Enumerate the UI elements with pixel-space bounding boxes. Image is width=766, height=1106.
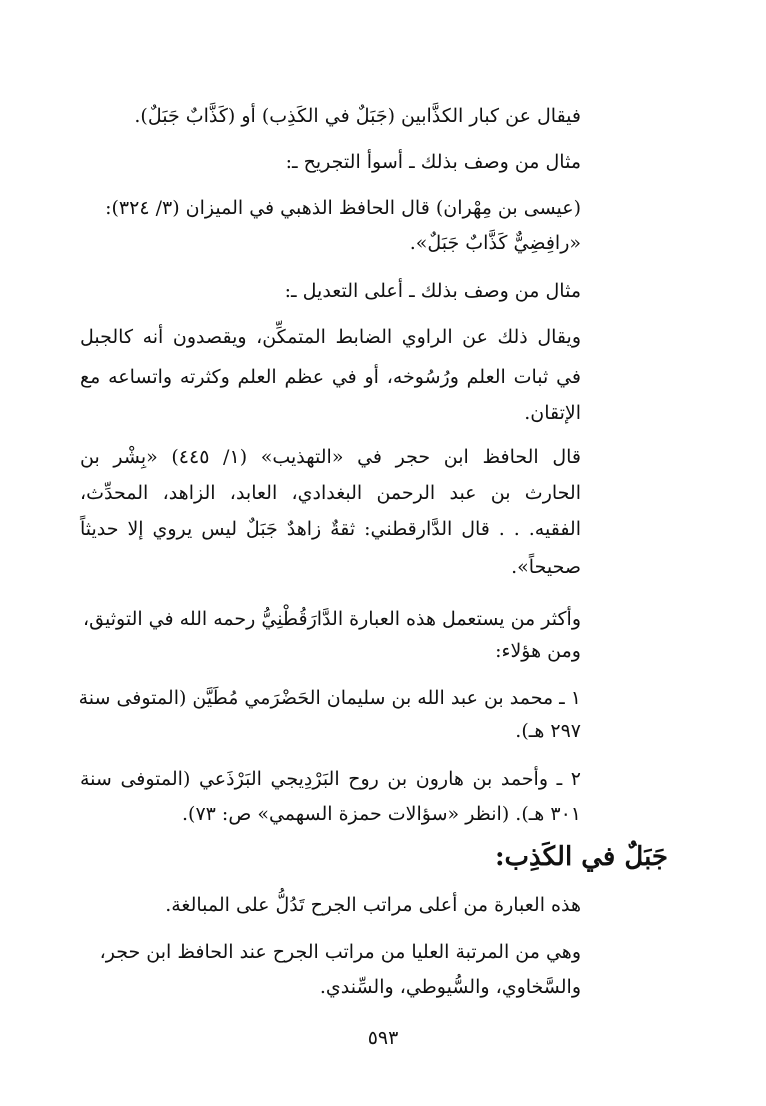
text-line: صحيحاً». <box>511 556 581 578</box>
text-line: ٣٠١ هـ). (انظر «سؤالات حمزة السهمي» ص: ٧٣). <box>182 803 581 825</box>
text-line: فيقال عن كبار الكذَّابين (جَبَلٌ في الكَذِب) أو (كَذَّابٌ جَبَلٌ). <box>134 105 581 127</box>
text-line: «رافِضِيٌّ كَذَّابٌ جَبَلٌ». <box>409 232 581 254</box>
text-line: (عيسى بن مِهْران) قال الحافظ الذهبي في الميزان (٣/ ٣٢٤): <box>105 197 581 219</box>
text-line: الحارث بن عبد الرحمن البغدادي، العابد، الزاهد، المحدِّث، <box>80 482 581 504</box>
text-line: ٢ ـ وأحمد بن هارون بن روح البَرْدِيجي البَرْذَعي (المتوفى سنة <box>80 768 581 790</box>
text-line: في ثبات العلم ورُسُوخه، أو في عظم العلم وكثرته واتساعه مع <box>80 366 581 388</box>
text-line: ٢٩٧ هـ). <box>515 720 581 742</box>
text-line: ١ ـ محمد بن عبد الله بن سليمان الحَضْرَمي مُطَيَّن (المتوفى سنة <box>78 687 581 709</box>
text-line: ويقال ذلك عن الراوي الضابط المتمكِّن، ويقصدون أنه كالجبل <box>80 326 581 348</box>
page-number: ٥٩٣ <box>367 1027 399 1049</box>
text-line: قال الحافظ ابن حجر في «التهذيب» (١/ ٤٤٥) «بِشْر بن <box>80 446 582 468</box>
text-line: مثال من وصف بذلك ـ أعلى التعديل ـ: <box>284 280 581 302</box>
text-line: مثال من وصف بذلك ـ أسوأ التجريح ـ: <box>285 151 581 173</box>
text-line: هذه العبارة من أعلى مراتب الجرح تَدُلُّ على المبالغة. <box>165 894 581 916</box>
text-line: الفقيه. . . قال الدَّارقطني: ثقةٌ زاهدٌ جَبَلٌ ليس يروي إلا حديثاً <box>80 518 581 540</box>
text-line: الإتقان. <box>524 402 581 424</box>
text-line: ومن هؤلاء: <box>495 640 581 662</box>
section-heading: جَبَلٌ في الكَذِب: <box>494 842 668 872</box>
text-line: وأكثر من يستعمل هذه العبارة الدَّارَقُطْنِيُّ رحمه الله في التوثيق، <box>83 608 581 630</box>
text-line: وهي من المرتبة العليا من مراتب الجرح عند الحافظ ابن حجر، <box>99 941 581 963</box>
text-line: والسَّخاوي، والسُّيوطي، والسِّندي. <box>319 976 581 998</box>
